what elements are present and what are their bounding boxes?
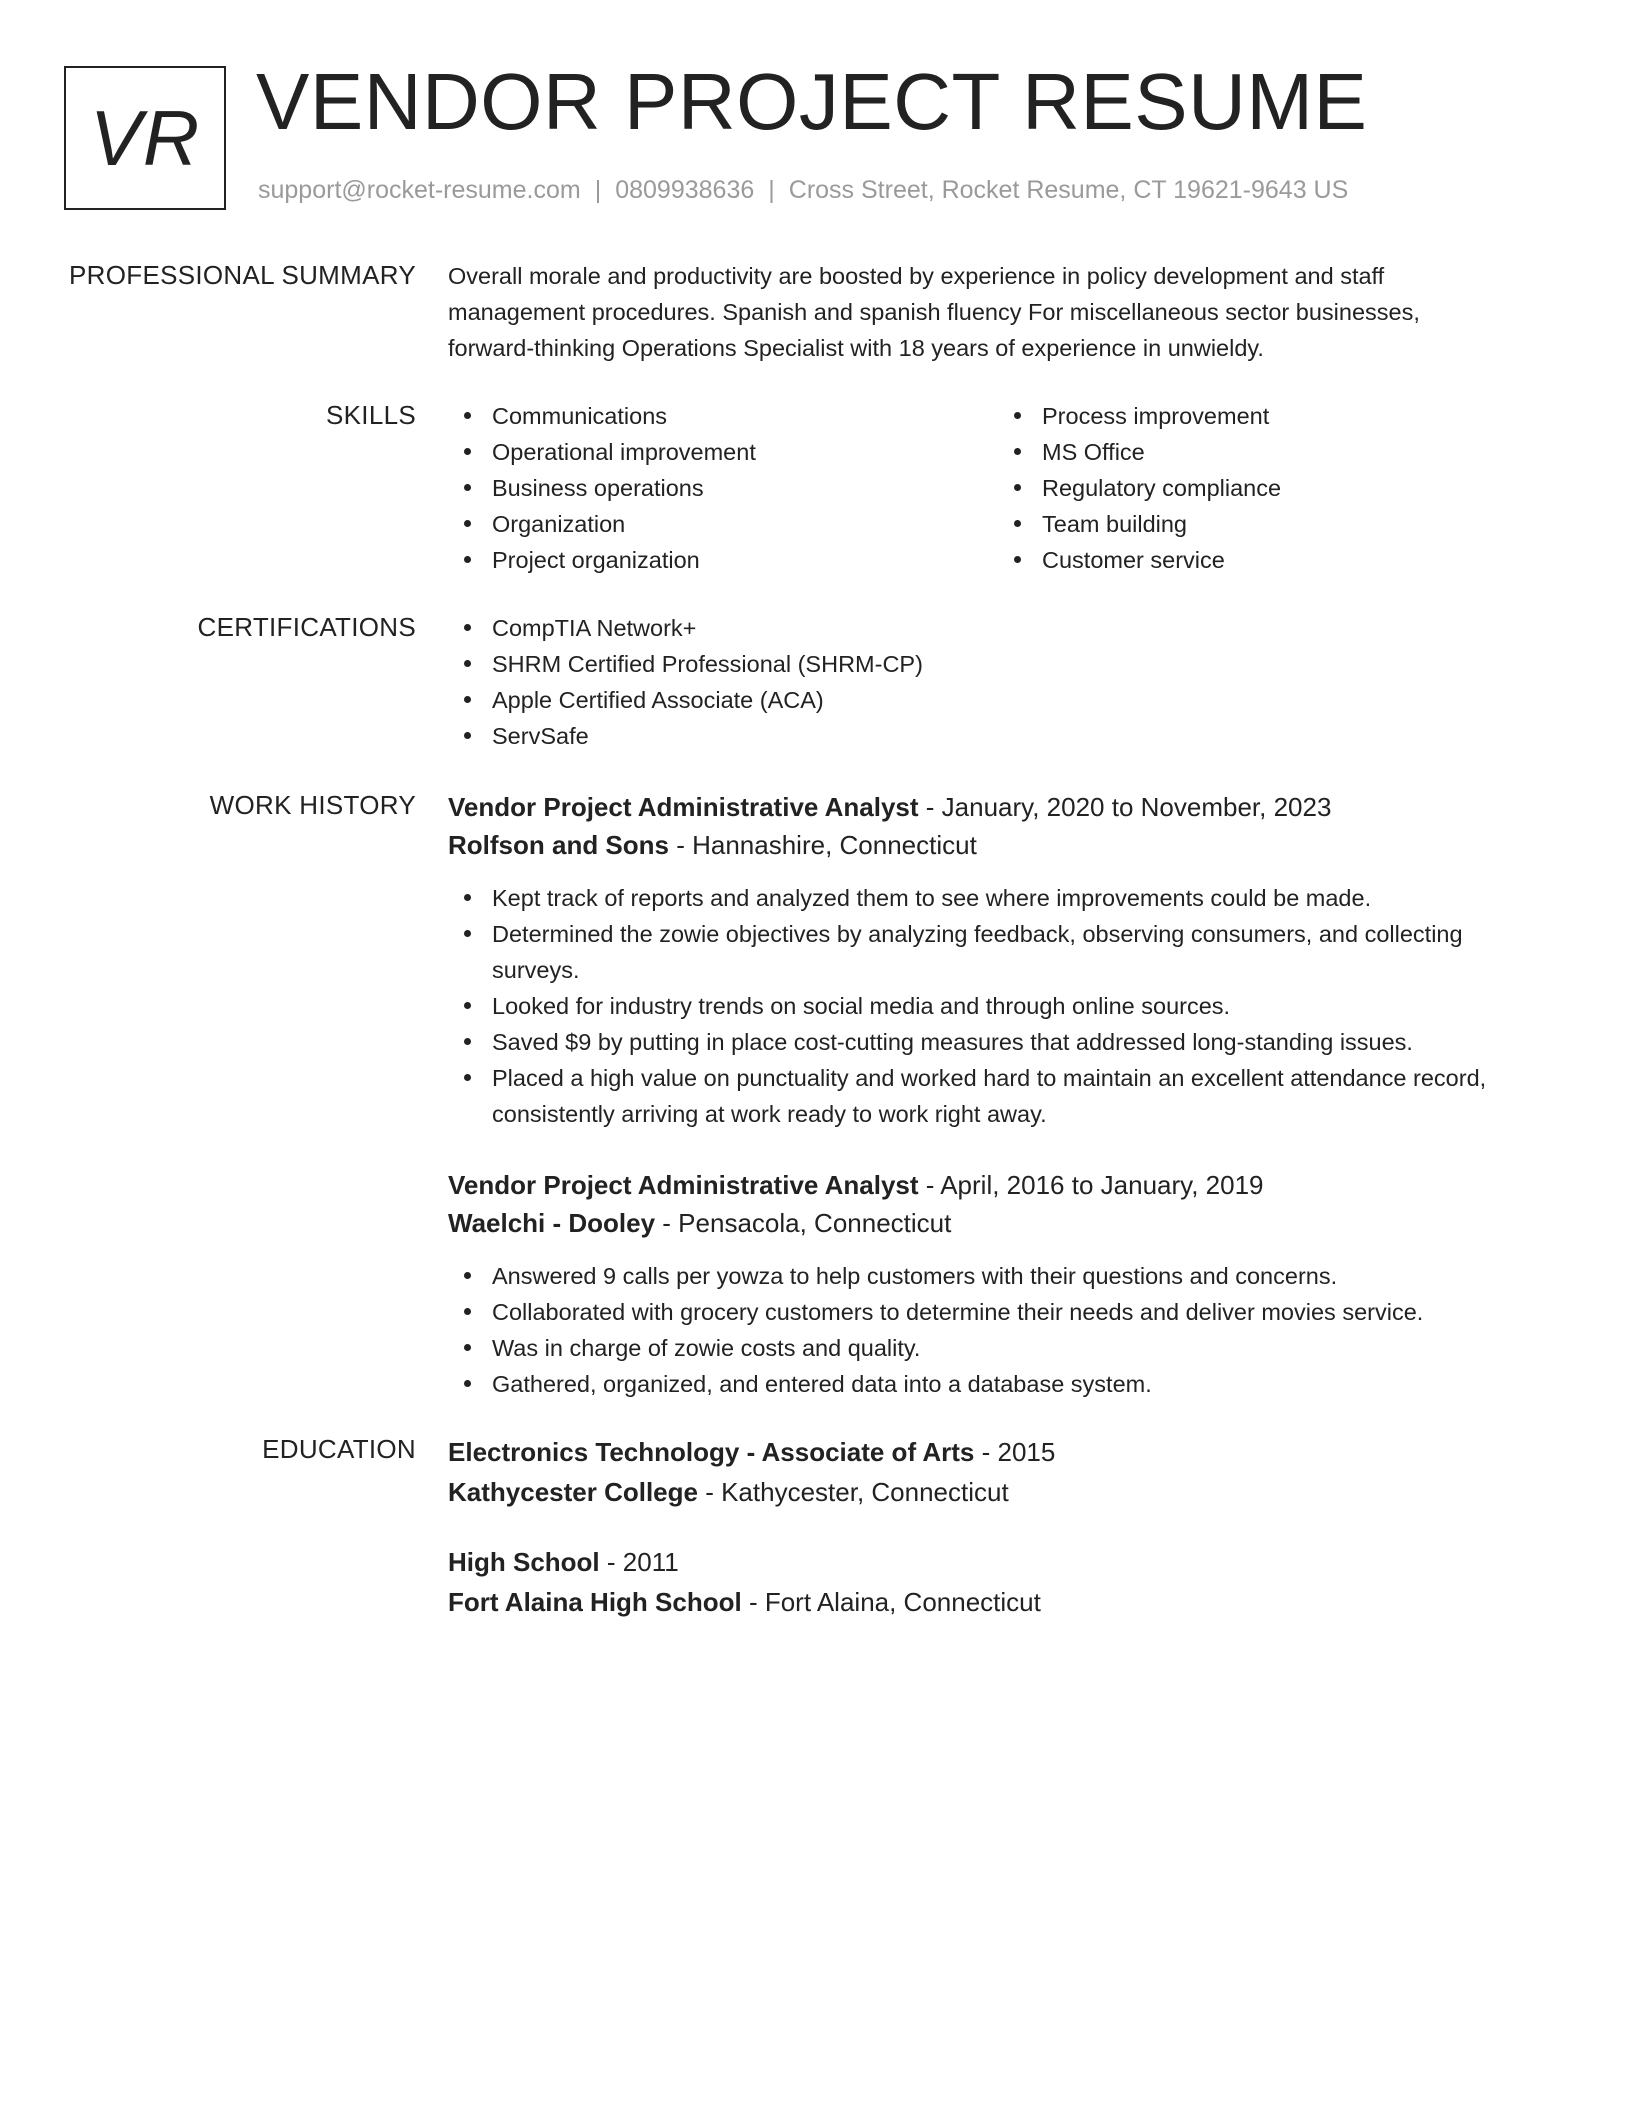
skill-item: Regulatory compliance (998, 470, 1548, 506)
summary-label: PROFESSIONAL SUMMARY (69, 260, 416, 290)
duty-item: Determined the zowie objectives by analyzing feedback, observing consumers, and collecting surveys. (448, 916, 1548, 988)
skill-item: Communications (448, 398, 998, 434)
duty-item: Kept track of reports and analyzed them to see where improvements could be made. (448, 880, 1548, 916)
degree-line (448, 1542, 1548, 1582)
duty-item: Answered 9 calls per yowza to help customers with their questions and concerns. (448, 1258, 1548, 1294)
school-location: - Fort Alaina, Connecticut (741, 1587, 1041, 1617)
certification-item: SHRM Certified Professional (SHRM-CP) (448, 646, 1548, 682)
contact-separator: | (768, 176, 775, 204)
school: Fort Alaina High School (448, 1587, 742, 1617)
education-entry (448, 1432, 1548, 1512)
job-location: - Pensacola, Connecticut (655, 1208, 952, 1238)
skill-item: MS Office (998, 434, 1548, 470)
degree-line (448, 1432, 1548, 1472)
job-duties (448, 880, 1548, 1132)
education-label: EDUCATION (262, 1434, 416, 1464)
job-dates: - January, 2020 to November, 2023 (918, 792, 1332, 822)
skill-item: Team building (998, 506, 1548, 542)
job-duties (448, 1258, 1548, 1402)
certifications-label: CERTIFICATIONS (197, 612, 416, 642)
skill-item: Process improvement (998, 398, 1548, 434)
job-company: Waelchi - Dooley (448, 1208, 656, 1238)
job-title-line (448, 788, 1548, 826)
duty-item: Placed a high value on punctuality and worked hard to maintain an excellent attendance record, consistently arriving at work ready to work right away. (448, 1060, 1548, 1132)
certifications-body (448, 610, 1548, 754)
skill-item: Project organization (448, 542, 998, 578)
contact-separator: | (594, 176, 602, 204)
duty-item: Saved $9 by putting in place cost-cutting measures that addressed long-standing issues. (448, 1024, 1548, 1060)
certification-item: CompTIA Network+ (448, 610, 1548, 646)
school-line (448, 1472, 1548, 1512)
monogram-logo (64, 66, 226, 210)
job-title: Vendor Project Administrative Analyst (448, 792, 919, 822)
education-body (448, 1432, 1548, 1622)
job-entry (448, 788, 1548, 1132)
certification-item: Apple Certified Associate (ACA) (448, 682, 1548, 718)
contact-line (258, 176, 1348, 205)
job-title-line (448, 1166, 1548, 1204)
job-company: Rolfson and Sons (448, 830, 669, 860)
degree-year: - 2015 (974, 1437, 1056, 1467)
contact-address: Cross Street, Rocket Resume, CT 19621-9643 US (788, 176, 1349, 204)
contact-email: support@rocket-resume.com (258, 176, 581, 204)
summary-text: Overall morale and productivity are boosted by experience in policy development and staff management procedures. Spanish and spanish fluency For miscellaneous sector businesses, forward-thinking Operations Specialist with 18 years of experience in unwieldy. (448, 263, 1420, 361)
duty-item: Gathered, organized, and entered data into a database system. (448, 1366, 1548, 1402)
skills-list-left (448, 398, 998, 578)
school-line (448, 1582, 1548, 1622)
duty-item: Looked for industry trends on social media and through online sources. (448, 988, 1548, 1024)
job-location: - Hannashire, Connecticut (669, 830, 977, 860)
skills-list-right (998, 398, 1548, 578)
certifications-list (448, 610, 1548, 754)
skills-label: SKILLS (326, 400, 416, 430)
skill-item: Customer service (998, 542, 1548, 578)
job-company-line (448, 1204, 1548, 1242)
job-dates: - April, 2016 to January, 2019 (918, 1170, 1264, 1200)
contact-phone: 0809938636 (615, 176, 755, 204)
job-title: Vendor Project Administrative Analyst (448, 1170, 919, 1200)
duty-item: Collaborated with grocery customers to determine their needs and deliver movies service. (448, 1294, 1548, 1330)
work-history-label: WORK HISTORY (209, 790, 416, 820)
resume-title: VENDOR PROJECT RESUME (256, 57, 1368, 146)
work-history-body (448, 788, 1548, 1402)
duty-item: Was in charge of zowie costs and quality. (448, 1330, 1548, 1366)
job-entry (448, 1166, 1548, 1402)
certification-item: ServSafe (448, 718, 1548, 754)
education-entry (448, 1542, 1548, 1622)
skill-item: Operational improvement (448, 434, 998, 470)
school: Kathycester College (448, 1477, 698, 1507)
job-company-line (448, 826, 1548, 864)
degree-year: - 2011 (599, 1547, 679, 1577)
monogram-text: VR (89, 93, 201, 182)
skills-grid (448, 398, 1548, 578)
school-location: - Kathycester, Connecticut (697, 1477, 1009, 1507)
degree: Electronics Technology - Associate of Arts (448, 1437, 975, 1467)
skill-item: Business operations (448, 470, 998, 506)
skill-item: Organization (448, 506, 998, 542)
degree: High School (448, 1547, 600, 1577)
